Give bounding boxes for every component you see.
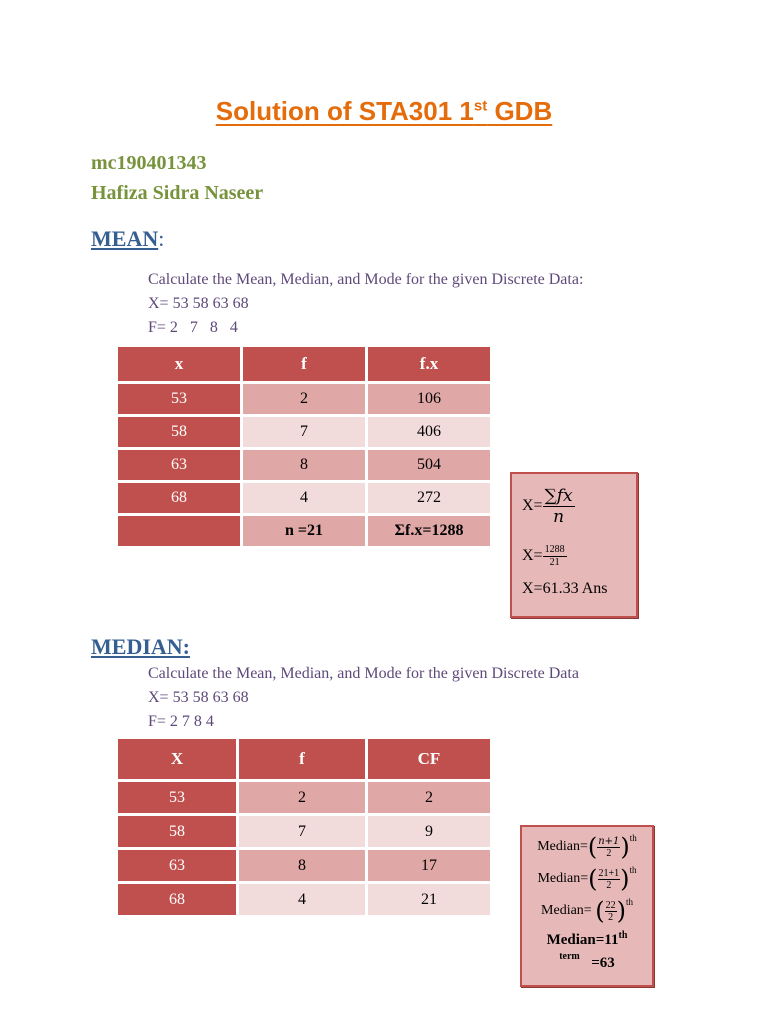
cell-f: 4 xyxy=(239,884,365,915)
cell-f: 8 xyxy=(239,850,365,881)
total-row xyxy=(118,516,490,546)
median-answer: $^{term}$ =63 xyxy=(559,951,615,971)
cell-x: 53 xyxy=(118,782,236,813)
cell-x: 68 xyxy=(118,884,236,915)
f-values: F= 2 7 8 4 xyxy=(148,319,238,336)
cell-cf: 2 xyxy=(368,782,490,813)
cell-x: 53 xyxy=(118,384,240,414)
median-substitution: Median=( $\frac{21+1}{2})^{th}$ xyxy=(537,865,637,893)
median-table xyxy=(115,736,493,918)
page-title: Solution of STA301 1st GDB xyxy=(215,96,553,126)
median-heading: MEDIAN: xyxy=(91,634,190,659)
mean-problem xyxy=(148,268,583,340)
cell-x: 58 xyxy=(118,816,236,847)
header-fx: f.x xyxy=(368,347,490,381)
mean-table xyxy=(115,344,493,549)
cell-x: 63 xyxy=(118,850,236,881)
table-row xyxy=(118,850,490,881)
mean-answer: X=61.33 Ans xyxy=(522,580,608,597)
header-f: f xyxy=(243,347,365,381)
table-row xyxy=(118,483,490,513)
cell-x: 68 xyxy=(118,483,240,513)
mean-substitution: X= $\frac{1288}{21}$ xyxy=(522,544,565,568)
cell-f: 2 xyxy=(243,384,365,414)
cell-f: 2 xyxy=(239,782,365,813)
cell-x: 58 xyxy=(118,417,240,447)
median-simplified: Median= ( $\frac{22}{2})^{th}$ xyxy=(541,897,633,925)
student-name: Hafiza Sidra Naseer xyxy=(91,182,264,204)
cell-x: 63 xyxy=(118,450,240,480)
median-result: Median=11th xyxy=(546,930,628,948)
median-problem xyxy=(148,662,579,734)
table-row xyxy=(118,782,490,813)
cell-cf: 9 xyxy=(368,816,490,847)
total-sum-fx: Σf.x=1288 xyxy=(368,516,490,546)
header-x: x xyxy=(118,347,240,381)
cell-x xyxy=(118,516,240,546)
x-values: X= 53 58 63 68 xyxy=(148,295,249,312)
mean-result-box xyxy=(510,472,638,618)
student-id: mc190401343 xyxy=(91,152,207,174)
median-formula: Median=( $\frac{\text{𝑛+1}}{2})^{th}$ xyxy=(537,833,637,861)
table-row xyxy=(118,884,490,915)
cell-fx: 504 xyxy=(368,450,490,480)
x-values: X= 53 58 63 68 xyxy=(148,689,249,706)
median-result-box xyxy=(520,825,654,987)
cell-fx: 106 xyxy=(368,384,490,414)
problem-statement: Calculate the Mean, Median, and Mode for the given Discrete Data xyxy=(148,665,579,682)
cell-cf: 21 xyxy=(368,884,490,915)
mean-heading: MEAN: xyxy=(91,226,165,251)
table-row xyxy=(118,384,490,414)
cell-fx: 272 xyxy=(368,483,490,513)
problem-statement: Calculate the Mean, Median, and Mode for the given Discrete Data: xyxy=(148,271,584,288)
table-row xyxy=(118,417,490,447)
total-n: n =21 xyxy=(243,516,365,546)
f-values: F= 2 7 8 4 xyxy=(148,713,214,730)
cell-f: 4 xyxy=(243,483,365,513)
header-f: f xyxy=(239,739,365,779)
cell-f: 7 xyxy=(239,816,365,847)
header-cf: CF xyxy=(368,739,490,779)
table-row xyxy=(118,450,490,480)
header-x: X xyxy=(118,739,236,779)
cell-f: 8 xyxy=(243,450,365,480)
cell-cf: 17 xyxy=(368,850,490,881)
cell-f: 7 xyxy=(243,417,365,447)
cell-fx: 406 xyxy=(368,417,490,447)
table-row xyxy=(118,816,490,847)
mean-formula: X= $\frac{\text{∑𝑓𝑥}}{\text{𝑛}}$ xyxy=(522,486,573,527)
